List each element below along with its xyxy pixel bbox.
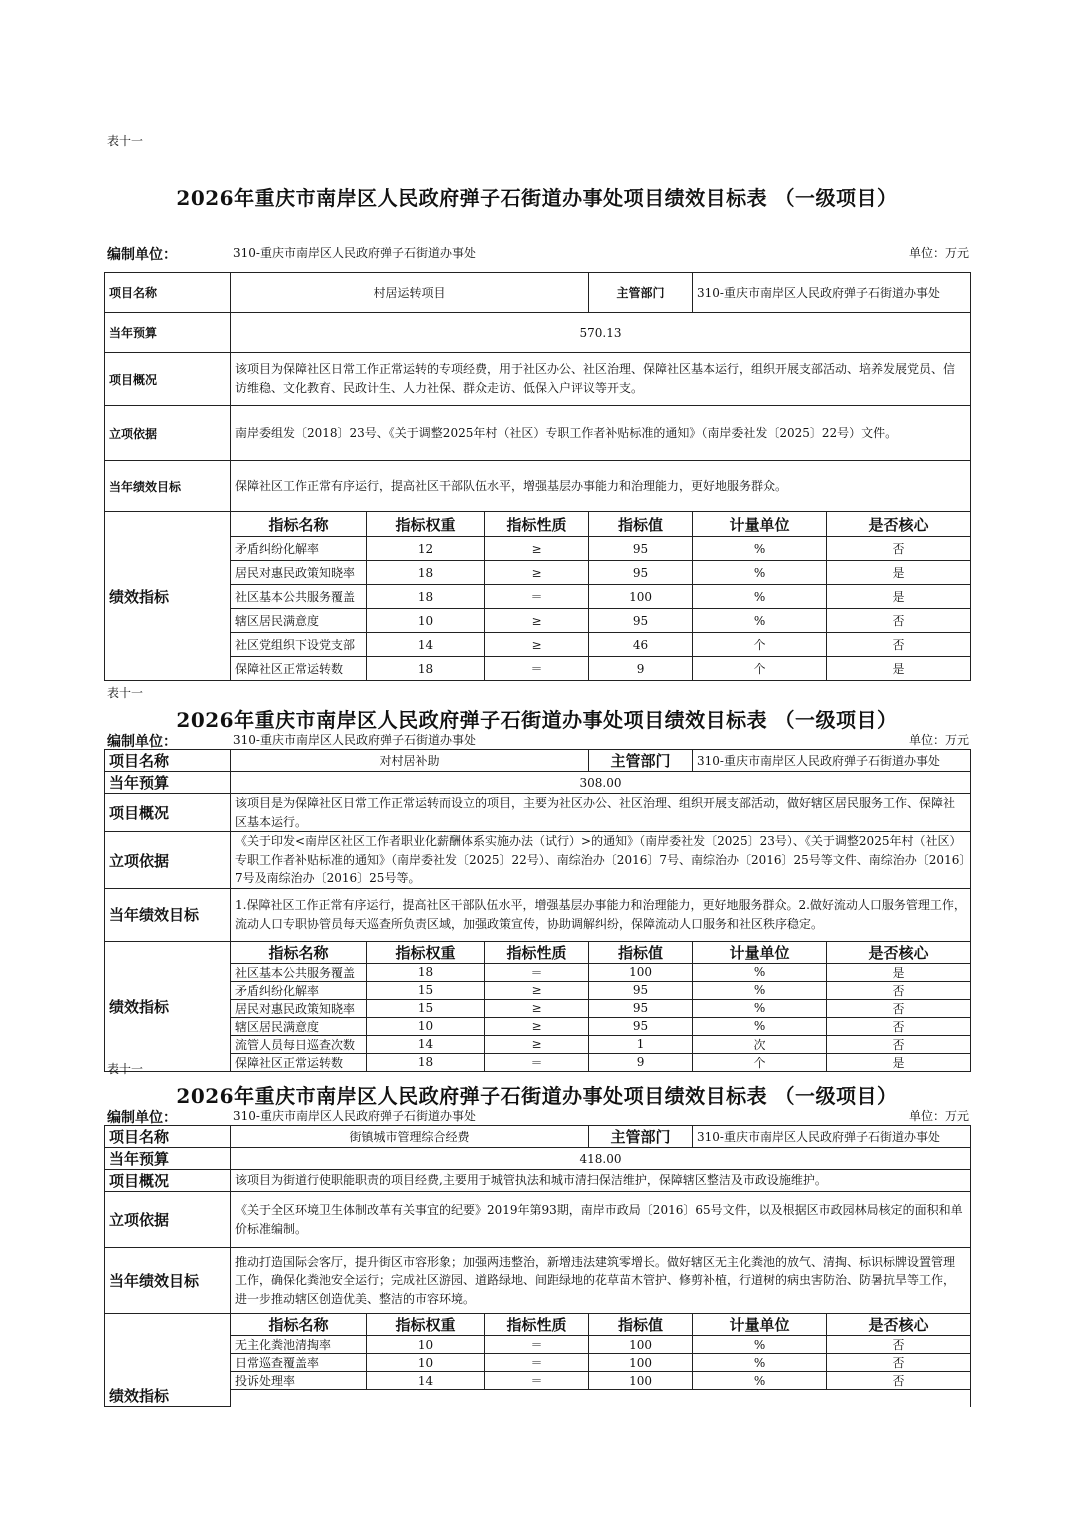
indicator-nature: ＝	[485, 1354, 589, 1372]
ih-name: 指标名称	[231, 1314, 367, 1336]
goal-value: 1.保障社区工作正常有序运行，提高社区干部队伍水平，增强基层办事能力和治理能力，更好地服务群众。2.做好流动人口服务管理工作，流动人口专职协管员每天巡查所负责区域，加强政策宣传，协助调解纠纷，保障流动人口服务和社区秩序稳定。	[231, 888, 971, 941]
indicator-unit: %	[693, 585, 827, 609]
ih-name: 指标名称	[231, 512, 367, 537]
indicator-unit: %	[693, 561, 827, 585]
ih-value: 指标值	[589, 1314, 693, 1336]
table-row	[105, 561, 971, 585]
indicator-unit: %	[693, 537, 827, 561]
unit-label: 编制单位：	[107, 734, 177, 750]
indicator-weight: 12	[367, 537, 485, 561]
indicator-nature: ＝	[485, 963, 589, 981]
indicator-weight: 18	[367, 963, 485, 981]
indicator-name: 居民对惠民政策知晓率	[231, 999, 367, 1017]
overview-value: 该项目为保障社区日常工作正常运转的专项经费，用于社区办公、社区治理、保障社区基本运行，组织开展支部活动、培养发展党员、信访维稳、文化教育、民政计生、人力社保、群众走访、低保入户评议等开支。	[231, 353, 971, 406]
ih-nature: 指标性质	[485, 1314, 589, 1336]
indicator-nature: ＝	[485, 585, 589, 609]
table-row	[105, 1354, 971, 1372]
table-row	[105, 1336, 971, 1354]
dept-header: 主管部门	[589, 1126, 693, 1148]
indicator-value: 100	[589, 1354, 693, 1372]
indicator-nature: ≥	[485, 1035, 589, 1053]
sheet-label-1: 表十一	[107, 134, 144, 148]
project-name-value: 对村居补助	[231, 750, 589, 772]
indicator-unit: %	[693, 1354, 827, 1372]
indicator-name: 保障社区正常运转数	[231, 657, 367, 681]
project-table-3	[104, 1125, 971, 1407]
indicator-weight: 18	[367, 561, 485, 585]
indicator-value: 95	[589, 981, 693, 999]
indicator-unit: 次	[693, 1035, 827, 1053]
indicator-value: 95	[589, 609, 693, 633]
overview-header: 项目概况	[105, 1170, 231, 1192]
budget-header: 当年预算	[105, 313, 231, 353]
indicator-value: 1	[589, 1035, 693, 1053]
indicator-nature: ＝	[485, 1336, 589, 1354]
indicator-weight: 14	[367, 633, 485, 657]
page-title-2: 2026年重庆市南岸区人民政府弹子石街道办事处项目绩效目标表 （一级项目）	[176, 708, 898, 732]
table-row	[105, 657, 971, 681]
basis-header: 立项依据	[105, 1192, 231, 1248]
project-name-value: 街镇城市管理综合经费	[231, 1126, 589, 1148]
indicator-name: 流管人员每日巡查次数	[231, 1035, 367, 1053]
goal-value: 推动打造国际会客厅，提升街区市容形象；加强两违整治，新增违法建筑零增长。做好辖区无主化粪池的放气、清掏、标识标牌设置管理工作，确保化粪池安全运行；完成社区游园、道路绿地、间距绿地的花草苗木管护、修剪补植，行道树的病虫害防治、防暑抗旱等工作，进一步推动辖区创造优美、整洁的市容环境。	[231, 1248, 971, 1314]
indicator-core: 否	[827, 1035, 971, 1053]
indicator-value: 100	[589, 585, 693, 609]
table-row	[105, 585, 971, 609]
indicator-unit: %	[693, 1017, 827, 1035]
indicator-nature: ＝	[485, 1053, 589, 1071]
table-row	[105, 981, 971, 999]
unit-row-2	[107, 731, 969, 750]
indicator-core: 否	[827, 999, 971, 1017]
budget-value: 418.00	[231, 1148, 971, 1170]
indicator-unit: %	[693, 999, 827, 1017]
indicator-core: 否	[827, 1017, 971, 1035]
indicator-nature: ≥	[485, 537, 589, 561]
project-table-2	[104, 749, 971, 1072]
indicator-unit: %	[693, 1336, 827, 1354]
overview-header: 项目概况	[105, 353, 231, 406]
page-title-3: 2026年重庆市南岸区人民政府弹子石街道办事处项目绩效目标表 （一级项目）	[176, 1084, 898, 1108]
indicator-weight: 15	[367, 999, 485, 1017]
indicator-core: 否	[827, 609, 971, 633]
indicator-name: 矛盾纠纷化解率	[231, 537, 367, 561]
unit-value: 310-重庆市南岸区人民政府弹子石街道办事处	[233, 246, 476, 260]
dept-value: 310-重庆市南岸区人民政府弹子石街道办事处	[693, 750, 971, 772]
indicator-weight: 10	[367, 1354, 485, 1372]
unit-row-3	[107, 1107, 969, 1126]
indicator-unit: %	[693, 963, 827, 981]
indicator-value: 95	[589, 999, 693, 1017]
indicator-weight: 18	[367, 657, 485, 681]
indicator-value: 9	[589, 657, 693, 681]
goal-header: 当年绩效目标	[105, 888, 231, 941]
overview-value: 该项目是为保障社区日常工作正常运转而设立的项目，主要为社区办公、社区治理、组织开展支部活动，做好辖区居民服务工作、保障社区基本运行。	[231, 794, 971, 832]
indicator-weight: 14	[367, 1035, 485, 1053]
indicator-value: 100	[589, 963, 693, 981]
sheet-label-2: 表十一	[107, 686, 144, 700]
table-3-clip	[0, 1125, 1074, 1405]
indicator-weight: 15	[367, 981, 485, 999]
indicator-nature: ＝	[485, 657, 589, 681]
indicator-unit: %	[693, 981, 827, 999]
budget-value: 308.00	[231, 772, 971, 794]
indicators-header: 绩效指标	[105, 512, 231, 681]
table-row	[105, 633, 971, 657]
indicators-header: 绩效指标	[105, 941, 231, 1071]
indicator-name: 社区基本公共服务覆盖	[231, 585, 367, 609]
indicator-value: 100	[589, 1372, 693, 1390]
indicator-core: 是	[827, 1053, 971, 1071]
indicator-name: 保障社区正常运转数	[231, 1053, 367, 1071]
indicator-name: 投诉处理率	[231, 1372, 367, 1390]
dept-value: 310-重庆市南岸区人民政府弹子石街道办事处	[693, 273, 971, 313]
budget-value: 570.13	[231, 313, 971, 353]
indicator-core: 否	[827, 1354, 971, 1372]
goal-value: 保障社区工作正常有序运行，提高社区干部队伍水平，增强基层办事能力和治理能力，更好地服务群众。	[231, 461, 971, 512]
project-name-header: 项目名称	[105, 750, 231, 772]
unit-label: 编制单位：	[107, 1110, 177, 1126]
indicator-weight: 10	[367, 1017, 485, 1035]
project-name-header: 项目名称	[105, 1126, 231, 1148]
indicator-value: 46	[589, 633, 693, 657]
indicator-nature: ≥	[485, 609, 589, 633]
ih-weight: 指标权重	[367, 1314, 485, 1336]
overview-value: 该项目为街道行使职能职责的项目经费,主要用于城管执法和城市清扫保洁维护，保障辖区整洁及市政设施维护。	[231, 1170, 971, 1192]
basis-value: 《关于全区环境卫生体制改革有关事宜的纪要》2019年第93期，南岸市政局〔2016〕65号文件，以及根据区市政园林局核定的面积和单价标准编制。	[231, 1192, 971, 1248]
table-row	[105, 963, 971, 981]
ih-unit: 计量单位	[693, 941, 827, 963]
indicator-nature: ＝	[485, 1372, 589, 1390]
basis-header: 立项依据	[105, 832, 231, 889]
indicator-value: 95	[589, 537, 693, 561]
indicator-name: 社区基本公共服务覆盖	[231, 963, 367, 981]
dept-header: 主管部门	[589, 273, 693, 313]
unit-label: 编制单位：	[107, 247, 177, 263]
table-row	[105, 537, 971, 561]
ih-unit: 计量单位	[693, 1314, 827, 1336]
ih-nature: 指标性质	[485, 512, 589, 537]
overview-header: 项目概况	[105, 794, 231, 832]
indicator-nature: ≥	[485, 999, 589, 1017]
indicator-name: 辖区居民满意度	[231, 1017, 367, 1035]
unit-row-1	[107, 244, 969, 262]
ih-value: 指标值	[589, 512, 693, 537]
ih-weight: 指标权重	[367, 512, 485, 537]
indicator-core: 否	[827, 1336, 971, 1354]
indicator-value: 9	[589, 1053, 693, 1071]
indicator-name: 无主化粪池清掏率	[231, 1336, 367, 1354]
indicator-weight: 10	[367, 609, 485, 633]
ih-core: 是否核心	[827, 1314, 971, 1336]
indicator-weight: 10	[367, 1336, 485, 1354]
ih-core: 是否核心	[827, 512, 971, 537]
indicator-weight: 18	[367, 1053, 485, 1071]
indicator-name: 辖区居民满意度	[231, 609, 367, 633]
indicator-nature: ≥	[485, 561, 589, 585]
currency-label: 单位：万元	[908, 246, 969, 260]
indicator-name: 矛盾纠纷化解率	[231, 981, 367, 999]
indicator-core: 否	[827, 537, 971, 561]
indicator-nature: ≥	[485, 1017, 589, 1035]
indicator-value: 100	[589, 1336, 693, 1354]
indicator-unit: %	[693, 1372, 827, 1390]
table-row	[105, 1372, 971, 1390]
project-name-header: 项目名称	[105, 273, 231, 313]
table-row	[105, 609, 971, 633]
indicator-core: 是	[827, 561, 971, 585]
project-table-1	[104, 272, 971, 681]
indicator-unit: 个	[693, 633, 827, 657]
indicator-core: 是	[827, 585, 971, 609]
project-name-value: 村居运转项目	[231, 273, 589, 313]
ih-name: 指标名称	[231, 941, 367, 963]
cut-off-row	[231, 1390, 971, 1407]
unit-value: 310-重庆市南岸区人民政府弹子石街道办事处	[233, 733, 476, 747]
indicator-unit: %	[693, 609, 827, 633]
goal-header: 当年绩效目标	[105, 1248, 231, 1314]
indicator-name: 居民对惠民政策知晓率	[231, 561, 367, 585]
indicator-nature: ≥	[485, 633, 589, 657]
indicator-core: 是	[827, 963, 971, 981]
sheet-label-3: 表十一	[107, 1062, 144, 1076]
table-row	[105, 999, 971, 1017]
indicator-nature: ≥	[485, 981, 589, 999]
ih-nature: 指标性质	[485, 941, 589, 963]
budget-header: 当年预算	[105, 1148, 231, 1170]
basis-value: 《关于印发<南岸区社区工作者职业化薪酬体系实施办法（试行）>的通知》（南岸委社发〔2025〕23号）、《关于调整2025年村（社区）专职工作者补贴标准的通知》（南岸委社发〔2025〕22号）、南综治办〔2016〕7号、南综治办〔2016〕25号等文件、南综治办〔2016〕7号及南综治办〔2016〕25号等。	[231, 832, 971, 889]
indicator-core: 否	[827, 633, 971, 657]
indicator-core: 否	[827, 1372, 971, 1390]
indicator-unit: 个	[693, 1053, 827, 1071]
table-row	[105, 1053, 971, 1071]
page-title-1: 2026年重庆市南岸区人民政府弹子石街道办事处项目绩效目标表 （一级项目）	[176, 186, 898, 210]
indicator-value: 95	[589, 1017, 693, 1035]
indicator-name: 社区党组织下设党支部	[231, 633, 367, 657]
indicator-core: 否	[827, 981, 971, 999]
indicator-core: 是	[827, 657, 971, 681]
indicators-header: 绩效指标	[105, 1314, 231, 1407]
indicator-name: 日常巡查覆盖率	[231, 1354, 367, 1372]
currency-label: 单位：万元	[908, 1109, 969, 1123]
dept-header: 主管部门	[589, 750, 693, 772]
ih-value: 指标值	[589, 941, 693, 963]
goal-header: 当年绩效目标	[105, 461, 231, 512]
table-row	[105, 1017, 971, 1035]
basis-header: 立项依据	[105, 406, 231, 461]
budget-header: 当年预算	[105, 772, 231, 794]
indicator-value: 95	[589, 561, 693, 585]
indicator-weight: 18	[367, 585, 485, 609]
unit-value: 310-重庆市南岸区人民政府弹子石街道办事处	[233, 1109, 476, 1123]
ih-weight: 指标权重	[367, 941, 485, 963]
basis-value: 南岸委组发〔2018〕23号、《关于调整2025年村（社区）专职工作者补贴标准的通知》（南岸委社发〔2025〕22号）文件。	[231, 406, 971, 461]
ih-unit: 计量单位	[693, 512, 827, 537]
table-row	[105, 1035, 971, 1053]
ih-core: 是否核心	[827, 941, 971, 963]
currency-label: 单位：万元	[908, 733, 969, 747]
dept-value: 310-重庆市南岸区人民政府弹子石街道办事处	[693, 1126, 971, 1148]
indicator-unit: 个	[693, 657, 827, 681]
indicator-weight: 14	[367, 1372, 485, 1390]
